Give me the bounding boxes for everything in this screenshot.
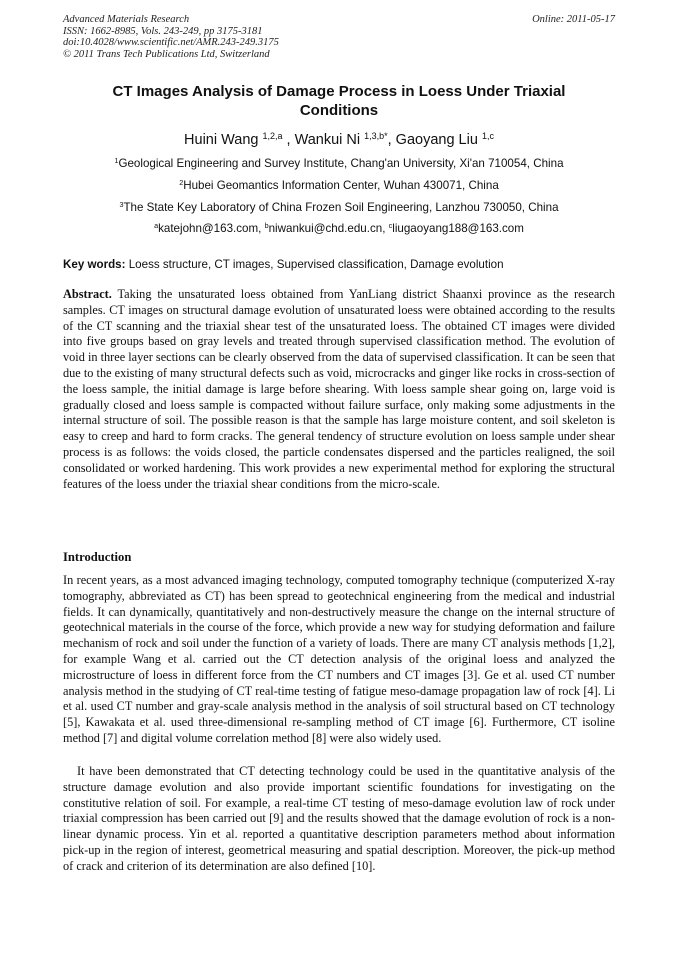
author-list bbox=[63, 131, 615, 149]
affiliation-3 bbox=[63, 201, 615, 215]
author-2: , Wankui Ni bbox=[282, 132, 365, 148]
author-1: Huini Wang bbox=[184, 132, 263, 148]
keywords bbox=[63, 258, 615, 272]
affiliation-2-text: Hubei Geomantics Information Center, Wuhan 430071, China bbox=[183, 179, 499, 192]
online-date: Online: 2011-05-17 bbox=[532, 14, 615, 25]
author-1-sup: 1,2,a bbox=[262, 131, 283, 142]
email-b[interactable]: niwankui@chd.edu.cn, bbox=[268, 222, 389, 235]
intro-paragraph-2: It have been demonstrated that CT detecting technology could be used in the quantitative analysis of the structure damage evolution and also provide important scientific foundations for investigating on the constitutive relation of soil. For example, a real-time CT testing of meso-damage evolution law of rock under triaxial compression has been carried out [9] and the results showed that the damage evolution of rock is a non-linear dynamic process. Yin et al. reported a quantitative description parameters method about information pick-up in the region of interest, geometrical measuring and spatial description. Moreover, the pick-up method of crack and criterion of its determination are also defined [10]. bbox=[63, 764, 615, 873]
section-heading-introduction: Introduction bbox=[63, 550, 132, 564]
author-3: , Gaoyang Liu bbox=[387, 132, 482, 148]
keywords-text: Loess structure, CT images, Supervised classification, Damage evolution bbox=[125, 258, 504, 271]
keywords-label: Key words: bbox=[63, 258, 126, 271]
affiliation-3-sup: 3 bbox=[119, 200, 124, 210]
abstract-text: Taking the unsaturated loess obtained from YanLiang district Shaanxi province as the research samples. CT images on structural damage evolution of unsaturated loess were obtained according to the results of the CT scanning and the triaxial shear test of the unsaturated loess. The obtained CT images were divided into five groups based on gray levels and treated through supervised classification method. The evolution of void in three layer sections can be clearly observed from the data of supervised classification. It can be seen that due to the existing of many structural defects such as void, microcracks and ginger like rocks in cross-section of the loess sample, the initial damage is large before shearing. With loess sample shear going on, large void is gradually closed and loess sample is compacted without failure surface, only making some adjustments in the internal structure of soil. The possible reason is that the sample has large moisture content, and soil skeleton is easy to creep and hard to form cracks. The general tendency of structure evolution on loess sample under shear process is as follows: the voids closed, the particle condensates dispersed and the particles realigned, the soil consolidated or worked hardening. This work provides a new experimental method for exploring the structural features of the loess under the triaxial shear conditions from the micro-scale. bbox=[63, 287, 615, 491]
affiliation-2 bbox=[63, 179, 615, 193]
abstract bbox=[63, 287, 615, 492]
title-line-2: Conditions bbox=[299, 102, 379, 119]
copyright-line: © 2011 Trans Tech Publications Ltd, Switzerland bbox=[63, 48, 270, 60]
author-2-sup: 1,3,b* bbox=[364, 131, 388, 142]
author-3-sup: 1,c bbox=[481, 131, 494, 142]
issn-line: ISSN: 1662-8985, Vols. 243-249, pp 3175-3181 bbox=[63, 25, 263, 37]
affiliation-1-sup: 1 bbox=[114, 156, 119, 166]
doi-line: doi:10.4028/www.scientific.net/AMR.243-249.3175 bbox=[63, 37, 279, 48]
email-b-sup: b bbox=[264, 221, 269, 231]
email-a[interactable]: katejohn@163.com, bbox=[158, 222, 265, 235]
abstract-label: Abstract. bbox=[63, 287, 112, 301]
email-c-sup: c bbox=[388, 221, 393, 231]
affiliation-1-text: Geological Engineering and Survey Institute, Chang'an University, Xi'an 710054, China bbox=[118, 157, 564, 170]
affiliation-1 bbox=[63, 157, 615, 171]
paper-title bbox=[63, 82, 615, 120]
email-a-sup: a bbox=[154, 221, 159, 231]
email-line bbox=[63, 222, 615, 236]
email-c[interactable]: liugaoyang188@163.com bbox=[392, 222, 524, 235]
intro-paragraph-1: In recent years, as a most advanced imaging technology, computed tomography technique (computerized X-ray tomography, abbreviated as CT) has been spread to geotechnical engineering from the medical and industrial fields. It can dynamically, quantitatively and non-destructively measure the change on the internal structure of geotechnical materials in the course of the force, which provide a new way for studying deformation and failure mechanism of rock and soil under the function of a variety of loads. There are many CT analysis methods [1,2], for example Wang et al. carried out the CT detection analysis of the original loess and analyzed the microstructure of loess in different force from the CT numbers and CT images [3]. Ge et al. used CT number analysis method in the studying of CT real-time testing of fatigue meso-damage propagation law of rock [4]. Li et al. used CT number and gray-scale analysis method in the analysis of soil structural based on CT technology [5], Kawakata et al. used three-dimensional re-sampling method of CT image [6]. Furthermore, CT isoline method [7] and digital volume correlation method [8] were also widely used. bbox=[63, 573, 615, 745]
affiliation-2-sup: 2 bbox=[179, 178, 184, 188]
journal-header bbox=[63, 14, 279, 60]
journal-name: Advanced Materials Research bbox=[63, 14, 190, 25]
affiliation-3-text: The State Key Laboratory of China Frozen Soil Engineering, Lanzhou 730050, China bbox=[123, 201, 559, 214]
title-line-1: CT Images Analysis of Damage Process in Loess Under Triaxial bbox=[112, 83, 566, 100]
